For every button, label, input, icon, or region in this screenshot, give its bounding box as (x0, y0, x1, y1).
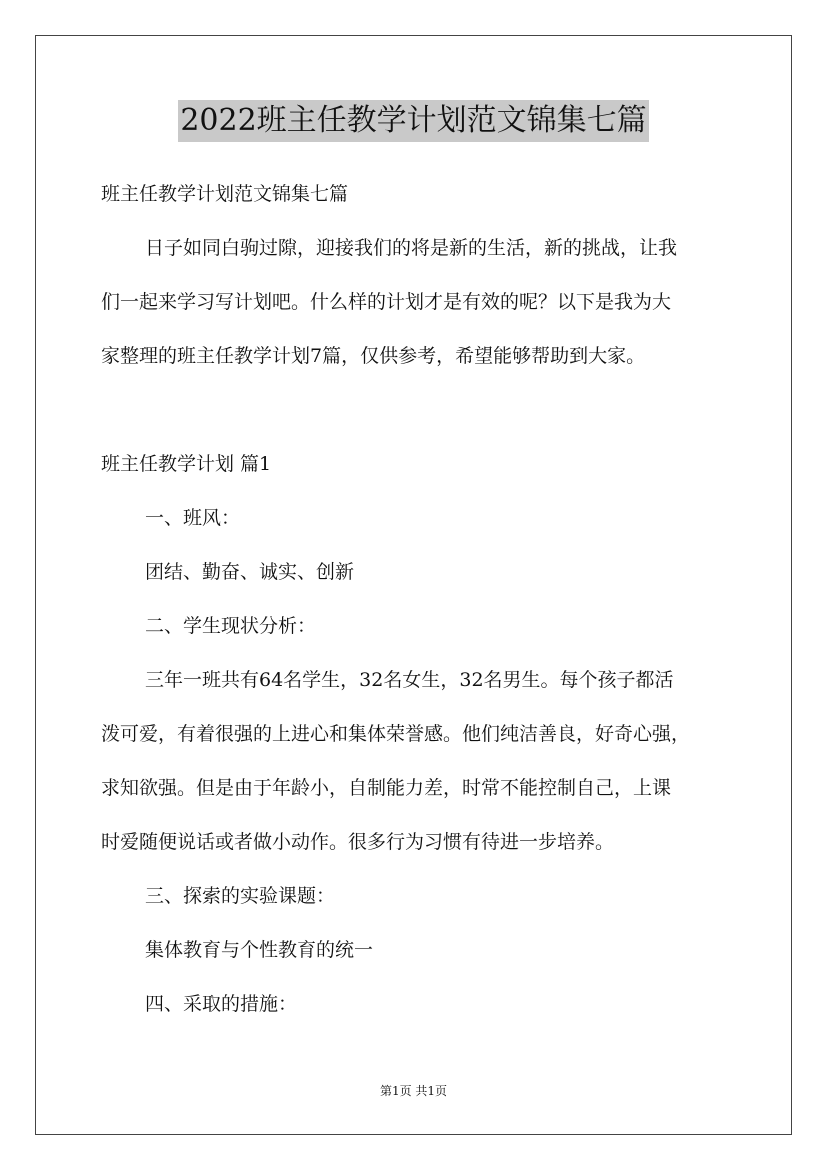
class-style-text: 团结、勤奋、诚实、创新 (145, 561, 355, 583)
item-heading-experiment-topic: 三、探索的实验课题： (145, 885, 336, 907)
intro-line-3: 家整理的班主任教学计划7篇，仅供参考，希望能够帮助到大家。 (101, 345, 646, 367)
page-footer: 第1页 共1页 (379, 1084, 448, 1098)
intro-line-2: 们一起来学习写计划吧。什么样的计划才是有效的呢？以下是我为大 (101, 291, 672, 313)
analysis-line-1: 三年一班共有64名学生，32名女生，32名男生。每个孩子都活 (145, 669, 674, 691)
item-heading-student-analysis: 二、学生现状分析： (145, 615, 317, 637)
document-title: 2022班主任教学计划范文锦集七篇 (178, 100, 648, 142)
item-heading-class-style: 一、班风： (145, 507, 241, 529)
analysis-line-3: 求知欲强。但是由于年龄小，自制能力差，时常不能控制自己，上课 (101, 777, 672, 799)
analysis-line-2: 泼可爱，有着很强的上进心和集体荣誉感。他们纯洁善良，好奇心强， (101, 723, 691, 745)
subtitle-line: 班主任教学计划范文锦集七篇 (101, 183, 349, 205)
experiment-topic-text: 集体教育与个性教育的统一 (145, 939, 374, 961)
section-heading: 班主任教学计划 篇1 (101, 453, 272, 475)
document-title-wrapper (0, 100, 827, 142)
intro-line-1: 日子如同白驹过隙，迎接我们的将是新的生活，新的挑战，让我 (145, 237, 678, 259)
item-heading-measures: 四、采取的措施： (145, 993, 298, 1015)
analysis-line-4: 时爱随便说话或者做小动作。很多行为习惯有待进一步培养。 (101, 831, 615, 853)
